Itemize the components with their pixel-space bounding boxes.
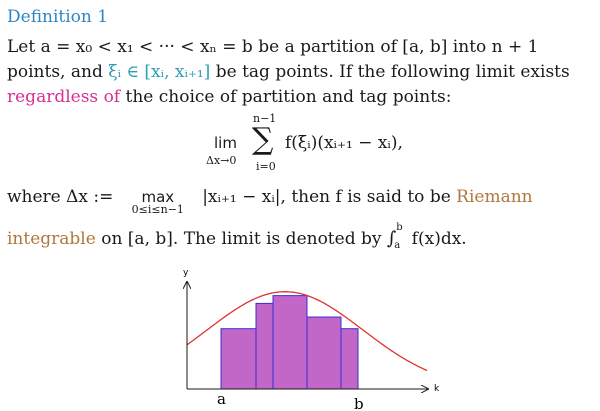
where-rest: |xᵢ₊₁ − xᵢ|, then f is said to be [196,187,457,207]
lim-subscript: Δx→0 [206,154,237,167]
integral-sign: ∫ [386,228,397,249]
bar-5 [341,329,358,389]
text-tag: be tag points. If the following limit exists [210,62,570,82]
max-word: max [141,188,175,206]
integrable-term: integrable [7,229,96,249]
max-subscript: 0≤i≤n−1 [131,203,184,216]
point-b-label: b [354,395,364,411]
sigma-symbol: ∑ [252,122,274,157]
integrable-text: on [a, b]. The limit is denoted by [95,229,387,249]
where-text: where Δx := [7,187,119,207]
sum-upper-limit: n−1 [253,112,277,125]
bar-3 [273,296,307,389]
riemann-term: Riemann [456,187,533,207]
sum-expression: f(ξᵢ)(xᵢ₊₁ − xᵢ), [285,133,403,153]
integral-lower: a [394,240,401,251]
text-points: points, and [7,62,109,82]
definition-heading: Definition 1 [7,7,109,27]
x-axis-label: k [434,384,440,394]
integral-body: f(x)dx. [406,229,467,249]
text-choice: the choice of partition and tag points: [120,87,452,107]
para-line-1: Let a = x₀ < x₁ < ··· < xₙ = b be a partition of [a, b] into n + 1 [7,37,539,57]
tag-points-math: ξᵢ ∈ [xᵢ, xᵢ₊₁] [108,62,211,82]
y-axis-label: y [183,268,189,278]
regardless-phrase: regardless of [7,87,121,107]
bar-4 [307,317,341,389]
integral-upper: b [396,222,403,233]
sum-lower-limit: i=0 [256,160,276,173]
bar-2 [256,303,273,389]
point-a-label: a [217,390,226,408]
bar-1 [221,329,256,389]
bars-group [221,296,358,389]
lim-operator: lim [214,134,237,152]
